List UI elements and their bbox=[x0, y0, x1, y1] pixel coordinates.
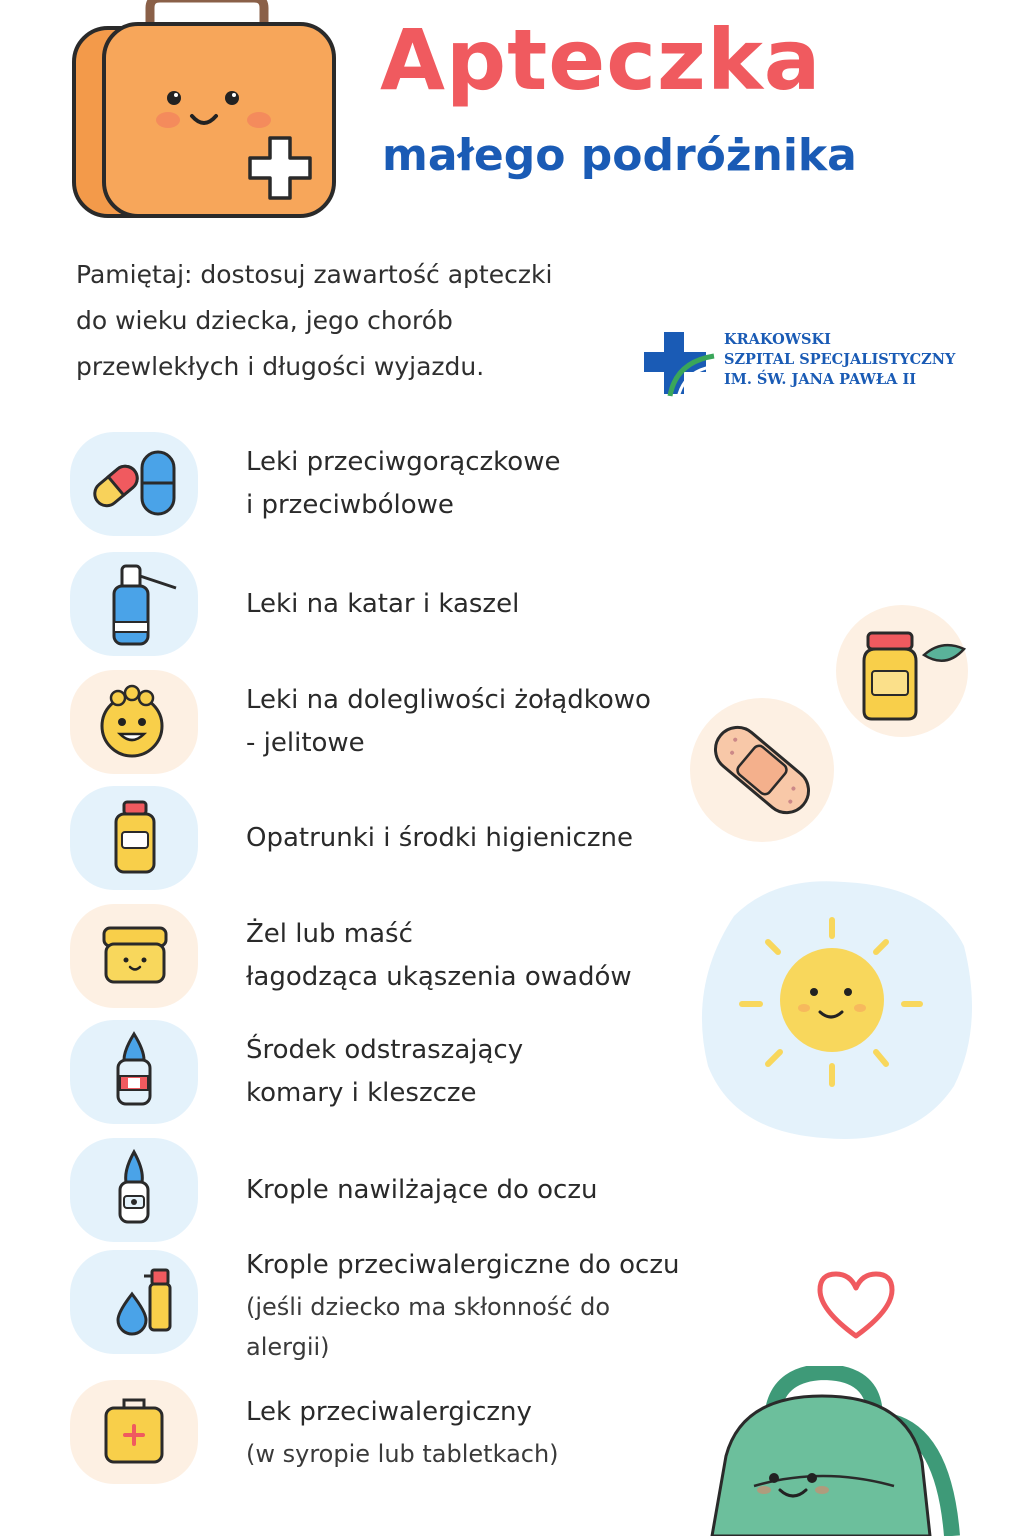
first-aid-box-icon bbox=[70, 1380, 198, 1484]
drop-and-spray-icon bbox=[70, 1250, 198, 1354]
bandage-icon bbox=[688, 696, 838, 846]
list-item-insect-bite-gel bbox=[66, 904, 786, 1008]
item-label: Krople przeciwalergiczne do oczu bbox=[246, 1249, 680, 1280]
page-subtitle: małego podróżnika bbox=[382, 130, 857, 181]
item-label: Leki na dolegliwości żołądkowo bbox=[246, 685, 651, 715]
item-label: i przeciwbólowe bbox=[246, 490, 454, 520]
item-label: Środek odstraszający bbox=[246, 1035, 524, 1065]
item-label: Leki przeciwgorączkowe bbox=[246, 447, 561, 477]
first-aid-kit-mascot-icon bbox=[64, 0, 344, 225]
medicine-jar-icon bbox=[834, 605, 974, 745]
item-label: komary i kleszcze bbox=[246, 1078, 477, 1108]
item-label: Lek przeciwalergiczny bbox=[246, 1396, 532, 1427]
item-label: Leki na katar i kaszel bbox=[246, 588, 520, 619]
list-item-stomach-meds bbox=[66, 670, 786, 774]
hospital-name-line: SZPITAL SPECJALISTYCZNY bbox=[724, 351, 956, 368]
backpack-icon bbox=[682, 1366, 982, 1536]
item-sublabel: (w syropie lub tabletkach) bbox=[246, 1439, 559, 1468]
note-line: przewlekłych i długości wyjazdu. bbox=[76, 352, 485, 381]
item-label: łagodząca ukąszenia owadów bbox=[246, 962, 632, 992]
item-sublabel: alergii) bbox=[246, 1332, 330, 1361]
note-line: Pamiętaj: dostosuj zawartość apteczki bbox=[76, 260, 553, 289]
hospital-name-line: IM. ŚW. JANA PAWŁA II bbox=[724, 371, 917, 388]
list-item-allergy-eye-drops bbox=[66, 1250, 786, 1360]
hospital-name-line: KRAKOWSKI bbox=[724, 331, 831, 348]
capsules-icon bbox=[70, 432, 198, 536]
item-label: Krople nawilżające do oczu bbox=[246, 1174, 598, 1205]
eye-drops-icon bbox=[70, 1138, 198, 1242]
ointment-jar-icon bbox=[70, 904, 198, 1008]
smiling-face-icon bbox=[70, 670, 198, 774]
hospital-cross-icon bbox=[642, 326, 718, 402]
list-item-fever-pain-meds bbox=[66, 432, 786, 536]
reminder-note bbox=[76, 252, 656, 390]
hospital-logo bbox=[642, 322, 982, 398]
item-label: Żel lub maść bbox=[246, 919, 413, 949]
list-item-cold-cough-meds bbox=[66, 552, 786, 656]
item-sublabel: (jeśli dziecko ma skłonność do bbox=[246, 1292, 611, 1321]
bottle-icon bbox=[70, 786, 198, 890]
page-title: Apteczka bbox=[380, 11, 822, 109]
heart-icon bbox=[814, 1268, 898, 1342]
nasal-spray-icon bbox=[70, 552, 198, 656]
repellent-bottle-icon bbox=[70, 1020, 198, 1124]
list-item-eye-drops bbox=[66, 1138, 786, 1242]
item-label: - jelitowe bbox=[246, 728, 365, 758]
item-label: Opatrunki i środki higieniczne bbox=[246, 822, 633, 853]
list-item-dressings bbox=[66, 786, 786, 890]
list-item-repellent bbox=[66, 1020, 786, 1124]
list-item-antiallergic-medicine bbox=[66, 1380, 786, 1484]
smiling-sun-icon bbox=[694, 876, 974, 1146]
note-line: do wieku dziecka, jego chorób bbox=[76, 306, 453, 335]
